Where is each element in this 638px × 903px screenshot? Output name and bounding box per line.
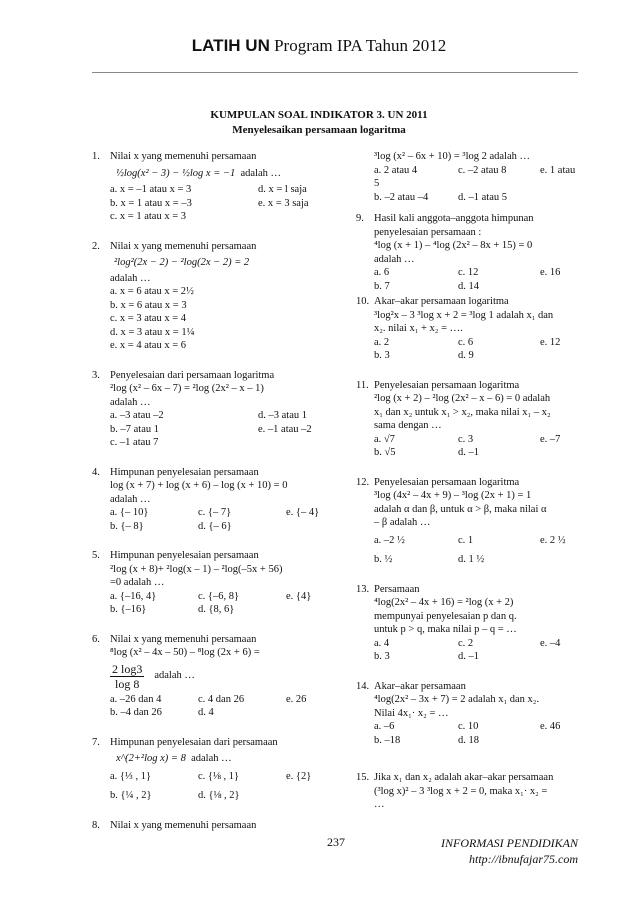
question-8-continued: ³log (x² – 6x + 10) = ³log 2 adalah … a. 2 atau 4 c. –2 atau 8 e. 1 atau 5 b. –2 atau –4 d. –1 atau 5 xyxy=(374,151,576,203)
question-12: 12. Penyelesaian persamaan logaritma ³log (4x² – 4x + 9) – ³log (2x + 1) = 1 adalah α dan β, untuk α > β, maka nilai α – β adalah … a. –2 ½ c. 1 e. 2 ½ b. ½ d. 1 ½ xyxy=(356,476,566,565)
question-8: 8. Nilai x yang memenuhi persamaan xyxy=(92,819,257,831)
question-3: 3. Penyelesaian dari persamaan logaritma ²log (x² – 6x – 7) = ²log (2x² – x – 1) adalah … a. –3 atau –2 d. –3 atau 1 b. –7 atau 1 e. –1 atau –2 c. –1 atau 7 xyxy=(92,369,312,448)
question-15: 15. Jika x₁ dan x₂ adalah akar–akar persamaan (³log x)² – 3 ³log x + 2 = 0, maka x₁· x₂ = … xyxy=(356,772,554,810)
question-2: 2. Nilai x yang memenuhi persamaan ²log²(2x − 2) − ²log(2x − 2) = 2 adalah … a. x = 6 atau x = 2½ b. x = 6 atau x = 3 c. x = 3 atau x = 4 d. x = 3 atau x = 1¼ e. x = 4 atau x = 6 xyxy=(92,240,257,351)
question-9: 9. Hasil kali anggota–anggota himpunan penyelesaian persamaan : ⁴log (x + 1) – ⁴log (2x² – 8x + 15) = 0 adalah … a. 6 c. 12 e. 16 b. 7 d. 14 xyxy=(356,213,561,292)
question-4: 4. Himpunan penyelesaian persamaan log (x + 7) + log (x + 6) – log (x + 10) = 0 adalah … a. {– 10} c. {– 7} e. {– 4} b. {– 8} d. {– 6} xyxy=(92,466,320,532)
page-number: 237 xyxy=(327,835,345,849)
question-11: 11. Penyelesaian persamaan logaritma ²log (x + 2) – ²log (2x² – x – 6) = 0 adalah x₁ dan x₂ untuk x₁ > x₂, maka nilai x₁ – x₂ sama dengan … a. √7 c. 3 e. –7 b. √5 d. –1 xyxy=(356,379,561,458)
left-column xyxy=(92,150,332,848)
right-column xyxy=(356,150,578,828)
header-rest: Program IPA Tahun 2012 xyxy=(269,36,447,55)
question-7: 7. Himpunan penyelesaian dari persamaan x^(2+²log x) = 8 adalah … a. {⅓ , 1} c. {⅛ , 1} e. {2} b. {¼ , 2} d. {⅛ , 2} xyxy=(92,736,312,801)
footer-info: INFORMASI PENDIDIKAN http://ibnufajar75.com xyxy=(430,835,578,867)
question-14: 14. Akar–akar persamaan ⁴log(2x² – 3x + 7) = 2 adalah x₁ dan x₂. Nilai 4x₁· x₂ = … a. –6 c. 10 e. 46 b. –18 d. 18 xyxy=(356,680,561,746)
footer-url: http://ibnufajar75.com xyxy=(469,852,578,866)
section-line1: KUMPULAN SOAL INDIKATOR 3. UN 2011 xyxy=(210,109,428,121)
question-1: 1. Nilai x yang memenuhi persamaan ½log(x² − 3) − ½log x = −1 adalah … a. x = –1 atau x = 3 d. x = l saja b. x = 1 atau x = –3 e. x = 3 saja c. x = 1 atau x = 3 xyxy=(92,151,309,222)
question-10: 10. Akar–akar persamaan logaritma ³log²x – 3 ³log x + 2 = ³log 1 adalah x₁ dan x₂. nilai x₁ + x₂ = …. a. 2 c. 6 e. 12 b. 3 d. 9 xyxy=(356,296,561,361)
page-header xyxy=(0,36,638,56)
header-rule xyxy=(92,72,578,73)
question-13: 13. Persamaan ⁴log(2x² – 4x + 16) = ²log (x + 2) mempunyai penyelesaian p dan q. untuk p > q, maka nilai p – q = … a. 4 c. 2 e. –4 b. 3 d. –1 xyxy=(356,583,561,662)
header-bold: LATIH UN xyxy=(191,36,270,55)
section-line2: Menyelesaikan persamaan logaritma xyxy=(232,124,406,136)
section-title xyxy=(0,108,638,138)
question-6: 6. Nilai x yang memenuhi persamaan ⁸log (x² – 4x – 50) – ⁸log (2x + 6) = 2 log3 log 8 adalah … a. –26 dan 4 c. 4 dan 26 e. 26 b. –4 dan 26 d. 4 xyxy=(92,633,307,718)
question-5: 5. Himpunan penyelesaian persamaan ²log (x + 8)+ ²log(x – 1) – ²log(–5x + 56) =0 adalah … a. {–16, 4} c. {–6, 8} e. {4} b. {–16} d. {8, 6} xyxy=(92,550,312,615)
